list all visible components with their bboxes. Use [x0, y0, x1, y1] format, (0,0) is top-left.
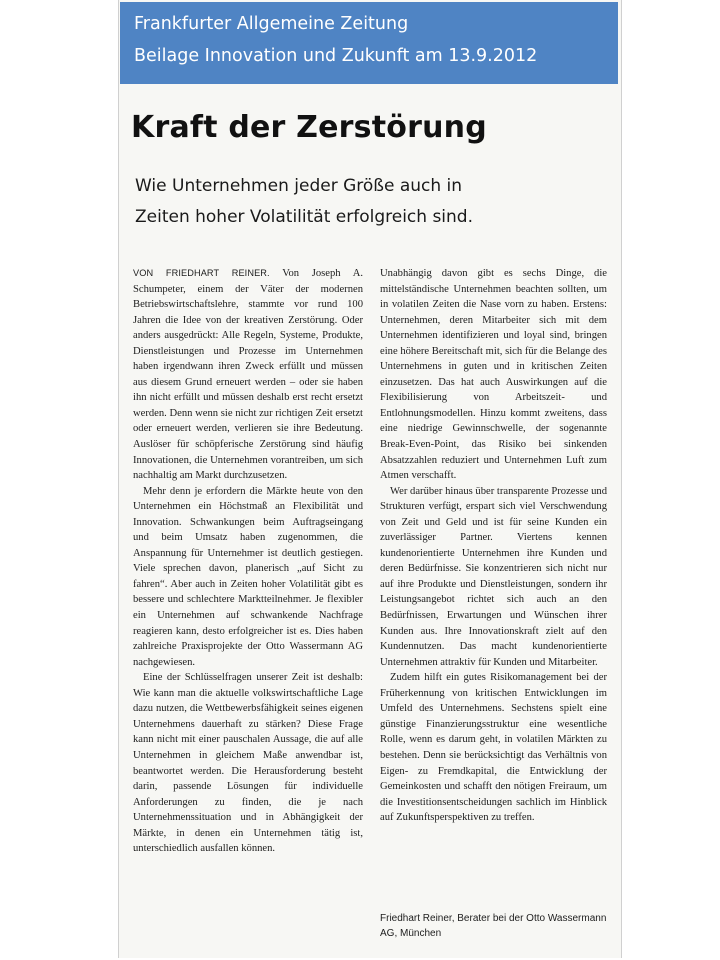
article-subheadline-line-2: Zeiten hoher Volatilität erfolgreich sind.: [135, 207, 473, 227]
paragraph: Unabhängig davon gibt es sechs Dinge, die mittelständische Unternehmen beachten sollten, um in volatilen Zeiten die Nase vorn zu haben. Erstens: Unternehmen, deren Mitarbeiter sich mit dem Unternehmen identifizieren und loyal sind, bringen eine höhere Bereitschaft mit, sich für die Belange des Unternehmens in guten und in kritischen Zeiten einzusetzen. Das hat auch Auswirkungen auf die Flexibilisierung von Arbeitszeit- und Entlohnungsmodellen. Hinzu kommt zweitens, dass eine niedrige Gewinnschwelle, der sogenannte Break-Even-Point, das Risiko bei sinkenden Absatzzahlen reduziert und Unternehmen Luft zum Atmen verschafft.: [380, 268, 607, 482]
paragraph: Wer darüber hinaus über transparente Prozesse und Strukturen verfügt, erspart sich viel Verschwendung von Zeit und Geld und ist für seine Kunden ein zuverlässiger Partner. Viertens kennen kundenorientierte Unternehmen ihre Kunden und deren Bedürfnisse. Sie konzentrieren sich nicht nur auf ihre Produkte und Dienstleistungen, sondern ihr Leistungsangebot richtet sich auch an den Bedürfnissen, Erwartungen und Wünschen ihrer Kunden aus. Ihre Innovationskraft zielt auf den Kundennutzen. Das macht kundenorientierte Unternehmen attraktiv für Kunden und Mitarbeiter.: [380, 485, 607, 668]
paragraph: Mehr denn je erfordern die Märkte heute von den Unternehmen ein Höchstmaß an Flexibilität und Innovation. Schwankungen beim Auftragseingang und beim Umsatz haben zugenommen, die Anspannung für Unternehmer ist deutlich gestiegen. Viele sprechen davon, planerisch „auf Sicht zu fahren“. Aber auch in Zeiten hoher Volatilität gibt es bessere und schlechtere Marktteilnehmer. Je flexibler ein Unternehmen auf schwankende Nachfrage reagieren kann, desto erfolgreicher ist es. Dies haben zahlreiche Praxisprojekte der Otto Wassermann AG nachgewiesen.: [133, 485, 363, 668]
paragraph: [133, 266, 363, 484]
byline: VON FRIEDHART REINER.: [133, 268, 270, 278]
source-banner: [120, 2, 618, 84]
newspaper-name: Frankfurter Allgemeine Zeitung: [134, 14, 409, 34]
article-subheadline-line-1: Wie Unternehmen jeder Größe auch in: [135, 176, 463, 196]
paragraph-text: Von Joseph A. Schumpeter, einem der Väter der modernen Betriebswirtschaftslehre, stammte vor rund 100 Jahren die Idee von der kreativen Zerstörung. Oder anders ausgedrückt: Alle Regeln, Systeme, Produkte, Dienstleistungen und Prozesse im Unternehmen haben irgendwann ihren Zweck erfüllt und müssen aus diesem Grund erneuert werden – oder sie haben ihn nicht erfüllt und müssen deshalb erst recht ersetzt werden. Denn wenn sie nicht zur richtigen Zeit ersetzt oder erneuert werden, verlieren sie ihre Bedeutung. Auslöser für schöpferische Zerstörung sind häufig Innovationen, die Unternehmen vorantreiben, um sich nachhaltig am Markt durchzusetzen.: [133, 268, 363, 482]
paragraph: Zudem hilft ein gutes Risikomanagement bei der Früherkennung von kritischen Entwicklungen im Umfeld des Unternehmens. Sechstens spielt eine günstige Finanzierungsstruktur eine wesentliche Rolle, wenn es darum geht, in volatilen Märkten zu bestehen. Denn sie berücksichtigt das Verhältnis von Eigen- zu Fremdkapital, die Entwicklung der Gemeinkosten und schafft den nötigen Freiraum, um die Investitionsentscheidungen sachlich im Hinblick auf Zukunftsperspektiven zu treffen.: [380, 672, 607, 824]
article-column-right: [380, 266, 607, 826]
article-column-left: [133, 266, 363, 857]
article-headline: Kraft der Zerstörung: [131, 110, 487, 145]
paragraph: Eine der Schlüsselfragen unserer Zeit ist deshalb: Wie kann man die aktuelle volkswirtschaftliche Lage dazu nutzen, die Wettbewerbsfähigkeit seines eigenen Unternehmens dauerhaft zu stärken? Diese Frage kann nicht mit einer pauschalen Aussage, die auf alle Unternehmen in gleichem Maße anwendbar ist, beantwortet werden. Die Herausforderung besteht darin, passende Lösungen für individuelle Anforderungen zu finden, die je nach Unternehmenssituation und in Abhängigkeit der Märkte, in denen ein Unternehmen tätig ist, unterschiedlich ausfallen können.: [133, 672, 363, 855]
author-signature: Friedhart Reiner, Berater bei der Otto Wassermann AG, München: [380, 913, 607, 939]
supplement-date: Beilage Innovation und Zukunft am 13.9.2012: [134, 46, 538, 66]
